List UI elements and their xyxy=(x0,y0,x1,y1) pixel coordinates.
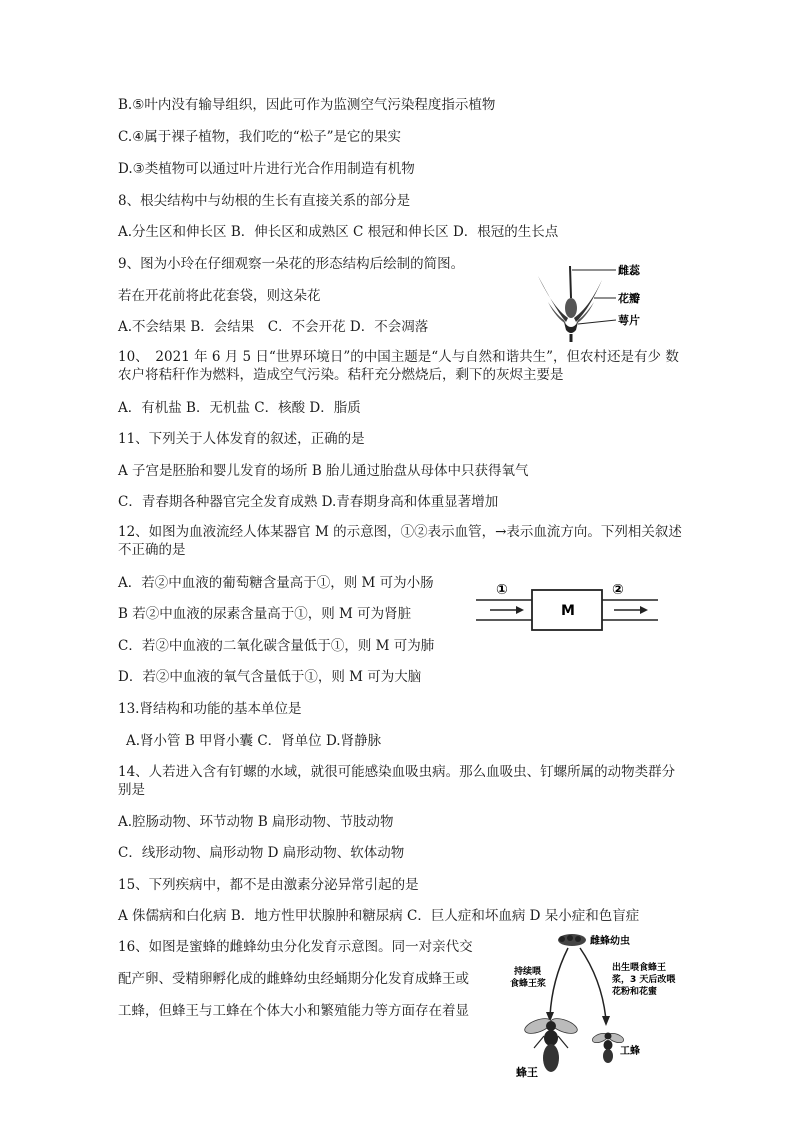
q12-option-d: D．若②中血液的氧气含量低于①，则 M 可为大脑 xyxy=(118,669,422,685)
flower-label-pistil: 雌蕊 xyxy=(618,264,640,277)
q8-options: A.分生区和伸长区 B．伸长区和成熟区 C 根冠和伸长区 D．根冠的生长点 xyxy=(118,224,559,240)
q7-option-c: C.④属于裸子植物，我们吃的“松子”是它的果实 xyxy=(118,129,402,145)
q11-options-ab: A 子宫是胚胎和婴儿发育的场所 B 胎儿通过胎盘从母体中只获得氧气 xyxy=(118,463,529,479)
q12-stem: 12、如图为血液流经人体某器官 M 的示意图，①②表示血管，→表示血流方向。下列相关叙述不正确的是 xyxy=(118,524,682,558)
q11-options-cd: C．青春期各种器官完全发育成熟 D.青春期身高和体重显著增加 xyxy=(118,494,499,510)
q15-stem: 15、下列疾病中，都不是由激素分泌异常引起的是 xyxy=(118,877,419,893)
flower-label-petal: 花瓣 xyxy=(618,292,640,305)
q16-line-1: 16、如图是蜜蜂的雌蜂幼虫分化发育示意图。同一对亲代交 xyxy=(118,939,473,955)
bee-note-right-1: 出生喂食蜂王 xyxy=(612,963,667,973)
q15-options: A 侏儒病和白化病 B．地方性甲状腺肿和糖尿病 C．巨人症和坏血病 D 呆小症和色盲症 xyxy=(118,908,640,924)
q13-stem: 13.肾结构和功能的基本单位是 xyxy=(118,701,302,717)
q14-options-ab: A.腔肠动物、环节动物 B 扁形动物、节肢动物 xyxy=(118,814,394,830)
q14-options-cd: C．线形动物、扁形动物 D 扁形动物、软体动物 xyxy=(118,845,405,861)
bee-note-right-2: 浆，3 天后改喂 xyxy=(612,975,676,985)
bee-label-larva: 雌蜂幼虫 xyxy=(590,936,630,947)
q16-line-2: 配产卵、受精卵孵化成的雌蜂幼虫经蛹期分化发育成蜂王或 xyxy=(118,971,469,987)
q12-option-c: C．若②中血液的二氧化碳含量低于①，则 M 可为肺 xyxy=(118,638,435,654)
vessel-label-1: ① xyxy=(496,582,508,598)
bee-note-right-3: 花粉和花蜜 xyxy=(612,987,658,997)
bee-note-left-2: 食蜂王浆 xyxy=(510,979,547,989)
q14-stem: 14、人若进入含有钉螺的水域，就很可能感染血吸虫病。那么血吸虫、钉螺所属的动物类群分别是 xyxy=(118,764,676,798)
bee-note-left-1: 持续喂 xyxy=(514,967,542,977)
q7-option-b: B.⑤叶内没有输导组织，因此可作为监测空气污染程度指示植物 xyxy=(118,97,496,113)
q16-line-3: 工蜂，但蜂王与工蜂在个体大小和繁殖能力等方面存在着显 xyxy=(118,1003,469,1019)
q9-stem: 9、图为小玲在仔细观察一朵花的形态结构后绘制的简图。 xyxy=(118,256,465,272)
q10-options: A．有机盐 B．无机盐 C．核酸 D．脂质 xyxy=(118,400,361,416)
organ-m-label: M xyxy=(561,603,575,619)
bee-label-queen: 蜂王 xyxy=(516,1066,538,1079)
q12-option-b: B 若②中血液的尿素含量高于①，则 M 可为肾脏 xyxy=(118,606,412,622)
bee-development-diagram xyxy=(498,930,678,1080)
organ-m-diagram xyxy=(476,580,661,636)
q12-option-a: A．若②中血液的葡萄糖含量高于①，则 M 可为小肠 xyxy=(118,575,434,591)
q10-stem: 10、 2021 年 6 月 5 日“世界环境日”的中国主题是“人与自然和谐共生”，但农村还是有少 数农户将秸秆作为燃料，造成空气污染。秸秆充分燃烧后，剩下的灰烬主要是 xyxy=(118,349,679,383)
q13-options: A.肾小管 B 甲肾小囊 C．肾单位 D.肾静脉 xyxy=(126,733,382,749)
q7-option-d: D.③类植物可以通过叶片进行光合作用制造有机物 xyxy=(118,161,415,177)
q11-stem: 11、下列关于人体发育的叙述，正确的是 xyxy=(118,431,365,447)
bee-label-worker: 工蜂 xyxy=(620,1046,640,1057)
q9-stem-2: 若在开花前将此花套袋，则这朵花 xyxy=(118,288,321,304)
q8-stem: 8、根尖结构中与幼根的生长有直接关系的部分是 xyxy=(118,193,411,209)
q9-options: A.不会结果 B．会结果 C．不会开花 D．不会凋落 xyxy=(118,319,429,335)
vessel-label-2: ② xyxy=(612,582,624,598)
flower-diagram xyxy=(536,258,666,344)
queen-bee-icon xyxy=(523,1016,579,1072)
flower-label-sepal: 萼片 xyxy=(618,314,640,327)
